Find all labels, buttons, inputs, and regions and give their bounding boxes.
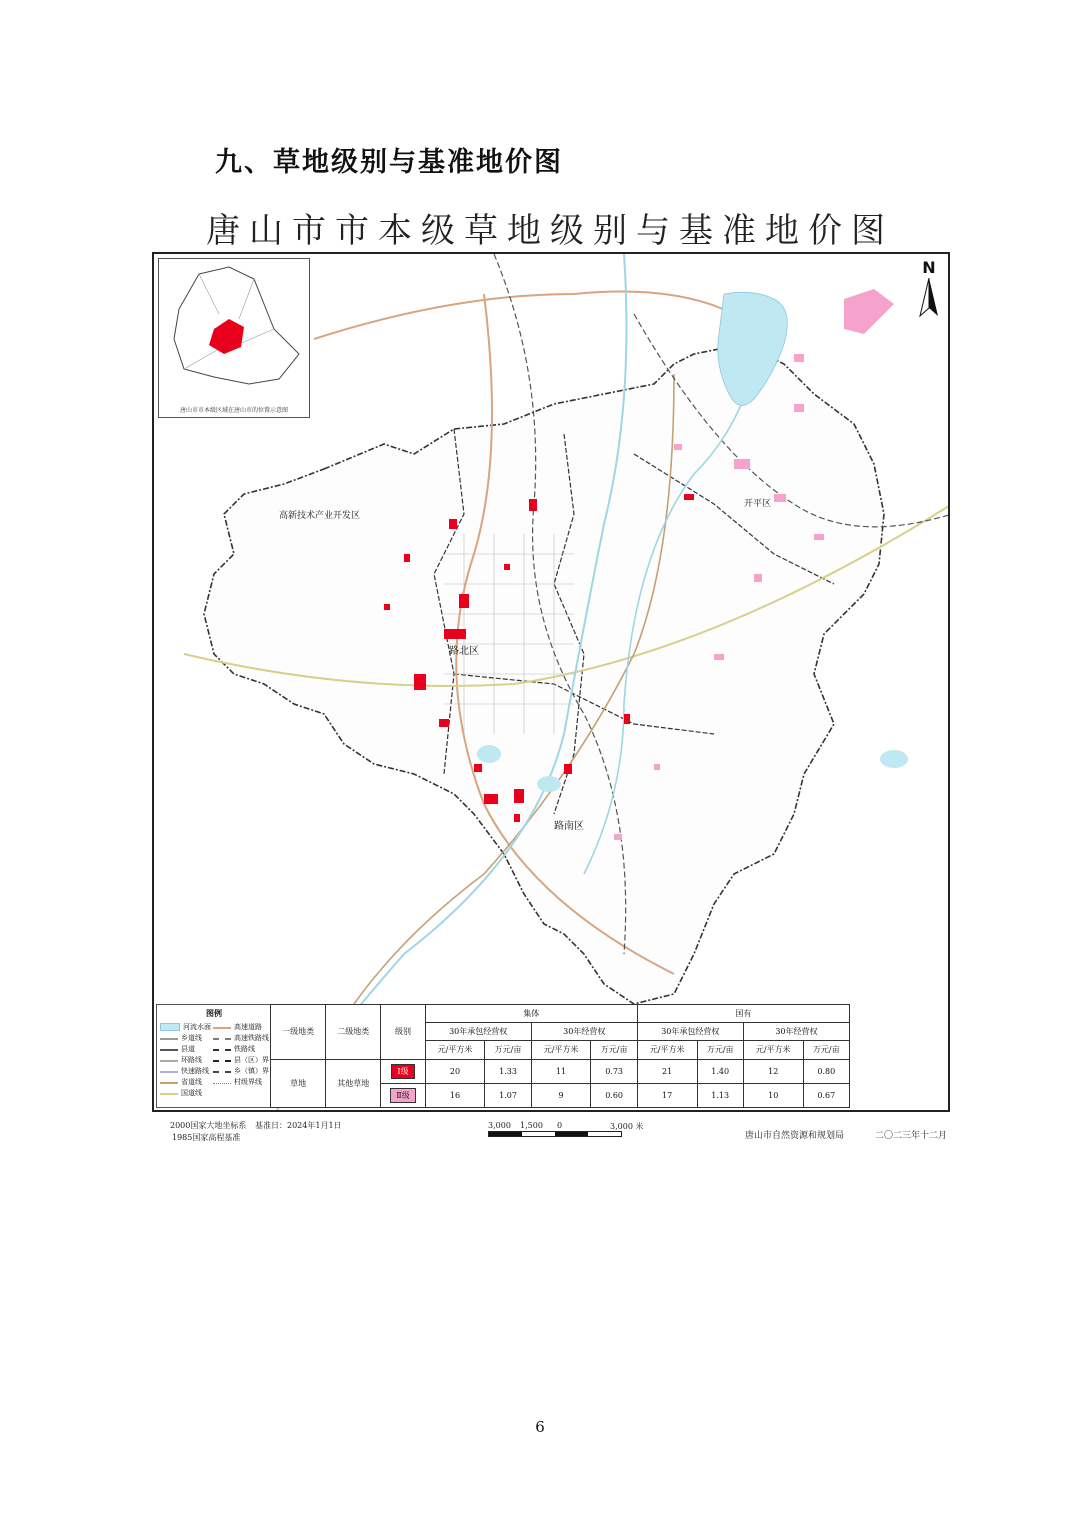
label-gaoxin: 高新技术产业开发区 [279, 511, 361, 521]
value-cell: 1.40 [697, 1059, 743, 1083]
level2-cell: 其他草地 [326, 1059, 381, 1107]
value-cell: 11 [531, 1059, 591, 1083]
header-level1: 一级地类 [271, 1005, 326, 1060]
header-state: 国有 [637, 1005, 849, 1023]
grade-cell [381, 1083, 425, 1107]
unit-header: 万元/亩 [697, 1041, 743, 1059]
legend-item [213, 1077, 269, 1086]
legend-title: 图例 [206, 1008, 222, 1018]
value-cell: 9 [531, 1083, 591, 1107]
grade-1-badge: Ⅰ级 [391, 1064, 414, 1079]
map-frame[interactable] [152, 252, 950, 1112]
inset-caption: 唐山市市本级区域在唐山市的位置示意图 [179, 407, 288, 414]
legend-symbol [160, 1049, 178, 1051]
table-row [271, 1059, 850, 1083]
value-cell: 0.60 [591, 1083, 637, 1107]
legend-item [213, 1044, 269, 1053]
value-cell: 1.07 [485, 1083, 531, 1107]
grade-2-badge: Ⅱ级 [390, 1088, 415, 1103]
legend-label: 乡道线 [181, 1033, 202, 1042]
value-cell: 17 [637, 1083, 697, 1107]
legend-item [160, 1088, 211, 1097]
legend-symbol [160, 1038, 178, 1040]
label-kaiping: 开平区 [744, 499, 772, 509]
value-cell: 20 [425, 1059, 485, 1083]
legend-label: 快速路线 [181, 1066, 209, 1075]
sub-header-1: 30年承包经营权 [425, 1023, 531, 1041]
value-cell: 0.67 [803, 1083, 849, 1107]
legend-symbol [160, 1023, 180, 1031]
legend-item [160, 1066, 211, 1075]
label-lubei: 路北区 [449, 646, 479, 657]
legend-label: 铁路线 [234, 1044, 255, 1053]
legend-item [160, 1055, 211, 1064]
scale-bar [488, 1131, 622, 1137]
publish-date: 二〇二三年十二月 [875, 1131, 948, 1141]
legend-label: 县道 [181, 1044, 195, 1053]
value-cell: 0.73 [591, 1059, 637, 1083]
header-level2: 二级地类 [326, 1005, 381, 1060]
north-arrow [916, 260, 942, 322]
grade-cell [381, 1059, 425, 1083]
header-grade: 级别 [381, 1005, 425, 1060]
unit-header: 万元/亩 [591, 1041, 637, 1059]
legend-label: 国道线 [181, 1088, 202, 1097]
legend-label: 环路线 [181, 1055, 202, 1064]
page-number: 6 [535, 1418, 545, 1436]
legend-label: 河流水面 [183, 1022, 211, 1031]
value-cell: 1.13 [697, 1083, 743, 1107]
elevation-datum: 1985国家高程基准 [172, 1133, 241, 1142]
publisher: 唐山市自然资源和规划局 [745, 1131, 845, 1141]
unit-header: 元/平方米 [425, 1041, 485, 1059]
unit-header: 元/平方米 [743, 1041, 803, 1059]
sub-header-2: 30年经营权 [531, 1023, 637, 1041]
legend-item [213, 1022, 269, 1031]
legend-symbol [160, 1071, 178, 1073]
unit-header: 万元/亩 [803, 1041, 849, 1059]
section-heading: 九、草地级别与基准地价图 [215, 147, 563, 178]
scale-label: 3,000 [488, 1121, 511, 1130]
value-cell: 0.80 [803, 1059, 849, 1083]
value-cell: 21 [637, 1059, 697, 1083]
sub-header-4: 30年经营权 [743, 1023, 849, 1041]
legend-item [160, 1044, 211, 1053]
legend-label: 高速道路 [234, 1022, 262, 1031]
legend-item [160, 1022, 211, 1031]
legend-item [213, 1066, 269, 1075]
legend-symbol [213, 1027, 231, 1029]
unit-header: 元/平方米 [531, 1041, 591, 1059]
scale-label: 3,000 米 [610, 1122, 644, 1131]
legend-symbol [213, 1083, 231, 1084]
scale-label: 1,500 [520, 1121, 543, 1130]
legend [156, 1004, 272, 1108]
legend-label: 村级界线 [234, 1077, 262, 1086]
legend-item [160, 1077, 211, 1086]
legend-item [160, 1033, 211, 1042]
sub-header-3: 30年承包经营权 [637, 1023, 743, 1041]
scale-label: 0 [557, 1121, 563, 1130]
value-cell: 1.33 [485, 1059, 531, 1083]
legend-symbol [213, 1060, 231, 1062]
north-letter: N [922, 258, 936, 277]
unit-header: 元/平方米 [637, 1041, 697, 1059]
legend-item [213, 1055, 269, 1064]
legend-label: 省道线 [181, 1077, 202, 1086]
value-cell: 12 [743, 1059, 803, 1083]
legend-label: 高速铁路线 [234, 1033, 269, 1042]
label-lunan: 路南区 [554, 821, 584, 832]
value-cell: 16 [425, 1083, 485, 1107]
legend-items [160, 1022, 268, 1097]
header-collective: 集体 [425, 1005, 637, 1023]
legend-symbol [160, 1060, 178, 1062]
legend-label: 乡（镇）界 [234, 1066, 269, 1075]
legend-item [213, 1033, 269, 1042]
level1-cell: 草地 [271, 1059, 326, 1107]
inset-outline [159, 259, 309, 399]
coord-system: 2000国家大地坐标系 [170, 1121, 247, 1130]
price-table [270, 1004, 850, 1108]
legend-label: 县（区）界 [234, 1055, 269, 1064]
legend-symbol [213, 1049, 231, 1051]
unit-header: 万元/亩 [485, 1041, 531, 1059]
value-cell: 10 [743, 1083, 803, 1107]
legend-symbol [160, 1082, 178, 1084]
location-inset-map [158, 258, 310, 418]
legend-symbol [213, 1071, 231, 1073]
legend-symbol [213, 1038, 231, 1040]
legend-symbol [160, 1093, 178, 1095]
map-title: 唐山市市本级草地级别与基准地价图 [206, 211, 894, 251]
base-date: 基准日：2024年1月1日 [255, 1121, 342, 1130]
